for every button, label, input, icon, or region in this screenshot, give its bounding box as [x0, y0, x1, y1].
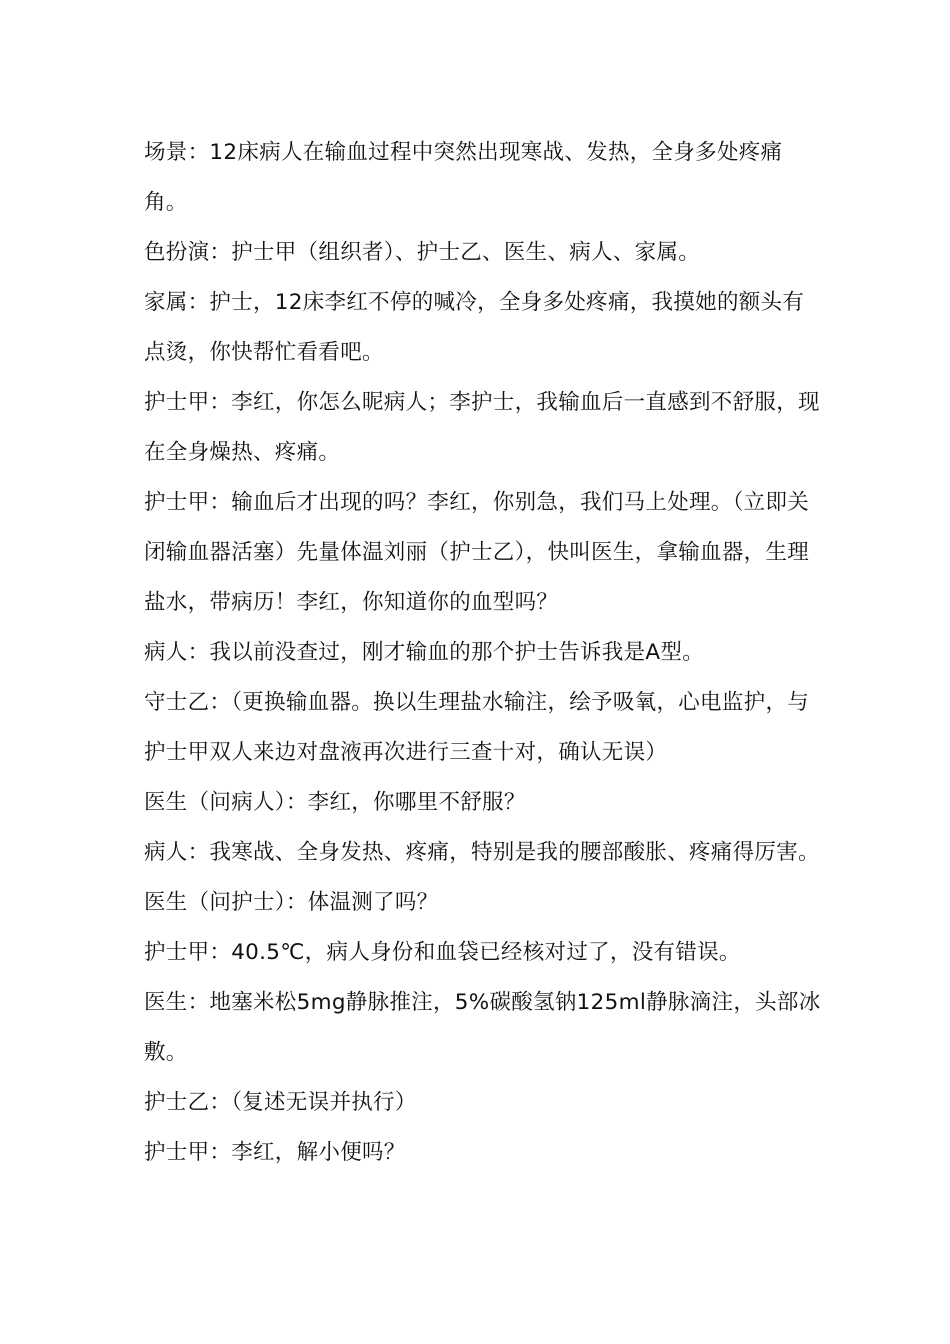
paragraph-scene: 场景：12床病人在输血过程中突然出现寒战、发热，全身多处疼痛角。 — [144, 140, 783, 215]
paragraph-nurse-b-1: 守士乙：（更换输血器。换以生理盐水输注，绘予吸氧，心电监护，与护士甲双人来边对盘液再次进行三查十对，确认无误） — [144, 690, 810, 765]
paragraph-patient-1: 病人：我以前没查过，刚才输血的那个护士告诉我是A型。 — [144, 640, 705, 665]
document-body — [144, 128, 824, 1178]
paragraph-nurse-b-2: 护士乙：（复述无误并执行） — [144, 1090, 417, 1115]
paragraph-nurse-a-2: 护士甲：输血后才出现的吗？李红，你别急，我们马上处理。（立即关闭输血器活塞）先量体温刘丽（护士乙），快叫医生，拿输血器，生理盐水，带病历！李红，你知道你的血型吗？ — [144, 490, 810, 615]
paragraph-doctor-1: 医生（问病人）：李红，你哪里不舒服？ — [144, 790, 526, 815]
paragraph-nurse-a-3: 护士甲：40.5℃，病人身份和血袋已经核对过了，没有错误。 — [144, 940, 741, 965]
paragraph-doctor-2: 医生（问护士）：体温测了吗？ — [144, 890, 439, 915]
paragraph-patient-2: 病人：我寒战、全身发热、疼痛，特别是我的腰部酸胀、疼痛得厉害。 — [144, 840, 820, 865]
paragraph-roles: 色扮演：护士甲（组织者）、护士乙、医生、病人、家属。 — [144, 240, 701, 265]
paragraph-nurse-a-1: 护士甲：李红，你怎么昵病人；李护士，我输血后一直感到不舒服，现在全身燥热、疼痛。 — [144, 390, 820, 465]
paragraph-nurse-a-4: 护士甲：李红，解小便吗？ — [144, 1140, 406, 1165]
paragraph-family: 家属：护士，12床李红不停的喊冷，全身多处疼痛，我摸她的额头有点烫，你快帮忙看看吧。 — [144, 290, 805, 365]
paragraph-doctor-3: 医生：地塞米松5mg静脉推注，5%碳酸氢钠125ml静脉滴注，头部冰敷。 — [144, 990, 821, 1065]
